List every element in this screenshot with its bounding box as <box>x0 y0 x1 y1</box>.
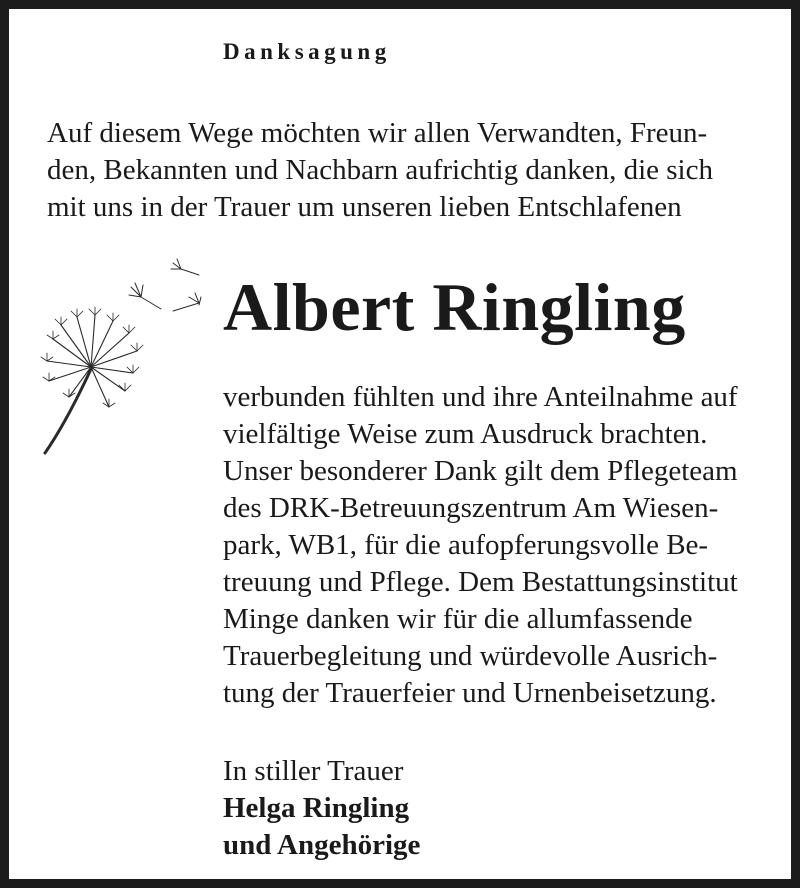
body-line: Unser besonderer Dank gilt dem Pflegeteam <box>223 455 738 487</box>
intro-line: den, Bekannten und Nachbarn aufrichtig danken, die sich <box>47 154 713 186</box>
intro-line: mit uns in der Trauer um unseren lieben Entschlafenen <box>47 191 682 223</box>
signature-family: und Angehörige <box>223 829 421 861</box>
body-line: vielfältige Weise zum Ausdruck brachten. <box>223 418 708 450</box>
body-paragraph <box>223 379 738 712</box>
dandelion-icon <box>33 257 223 457</box>
intro-line: Auf diesem Wege möchten wir allen Verwandten, Freun- <box>47 117 708 149</box>
body-line: verbunden fühlten und ihre Anteilnahme auf <box>223 381 738 413</box>
body-line: Minge danken wir für die allumfassende <box>223 603 693 635</box>
deceased-name: Albert Ringling <box>223 269 686 345</box>
signature-name: Helga Ringling <box>223 792 410 824</box>
notice-heading: Danksagung <box>223 39 391 64</box>
signature-block <box>223 753 420 864</box>
body-line: Trauerbegleitung und würdevolle Ausrich- <box>223 640 718 672</box>
body-line: park, WB1, für die aufopferungsvolle Be- <box>223 529 709 561</box>
body-line: treuung und Pflege. Dem Bestattungsinstitut <box>223 566 738 598</box>
intro-paragraph <box>47 115 713 226</box>
signature-intro: In stiller Trauer <box>223 755 404 787</box>
body-line: des DRK-Betreuungszentrum Am Wiesen- <box>223 492 719 524</box>
body-line: tung der Trauerfeier und Urnenbeisetzung. <box>223 677 717 709</box>
